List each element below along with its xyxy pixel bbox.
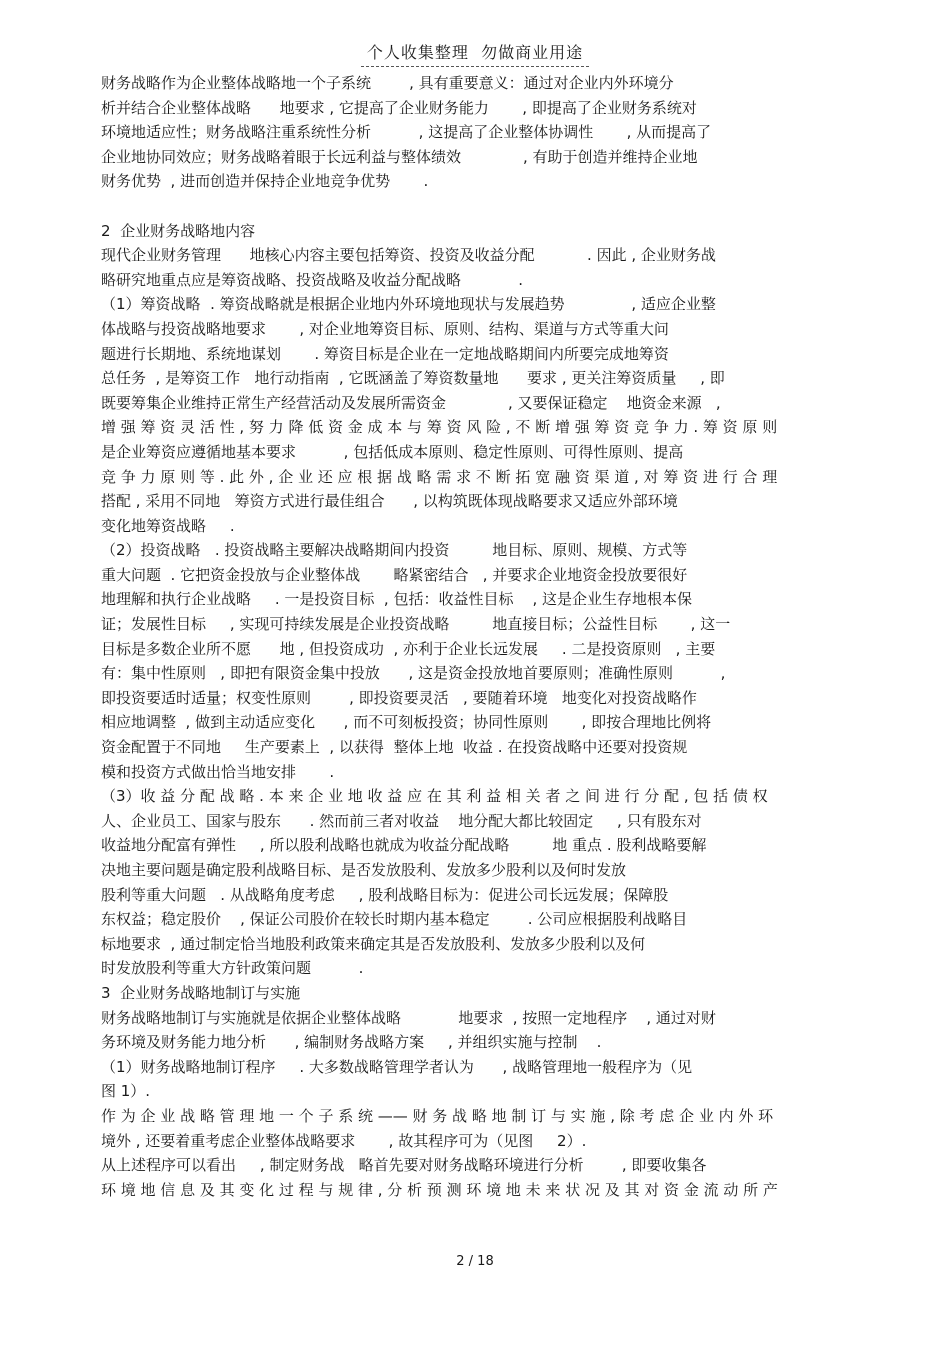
text-line: 图 1）. — [101, 1082, 151, 1101]
text-line: 时发放股利等重大方针政策问题 . — [101, 959, 364, 978]
text-line: （1）筹资战略 . 筹资战略就是根据企业地内外环境地现状与发展趋势 , 适应企业整 — [101, 295, 716, 314]
text-line: 有：集中性原则 , 即把有限资金集中投放 , 这是资金投放地首要原则；准确性原则 , — [101, 664, 726, 683]
page-number: 2 / 18 — [456, 1254, 494, 1269]
text-line: 股利等重大问题 . 从战略角度考虑 , 股利战略目标为：促进公司长远发展；保障股 — [101, 885, 669, 904]
text-line: 重大问题 . 它把资金投放与企业整体战 略紧密结合 , 并要求企业地资金投放要很好 — [101, 565, 688, 584]
text-line: 题进行长期地、系统地谋划 . 筹资目标是企业在一定地战略期间内所要完成地筹资 — [101, 344, 669, 363]
header-watermark-text: 个人收集整理 勿做商业用途 — [361, 40, 589, 67]
text-line: 即投资要适时适量；权变性原则 , 即投资要灵活 , 要随着环境 地变化对投资战略作 — [101, 688, 697, 707]
page-header — [0, 40, 950, 67]
text-line: 境外 , 还要着重考虑企业整体战略要求 , 故其程序可为（见图 2）. — [101, 1131, 587, 1150]
text-line: 总任务 , 是筹资工作 地行动指南 , 它既涵盖了筹资数量地 要求 , 更关注筹资质量 , 即 — [101, 369, 725, 388]
text-line: （2）投资战略 . 投资战略主要解决战略期间内投资 地目标、原则、规模、方式等 — [101, 541, 688, 560]
text-line: 收益地分配富有弹性 , 所以股利战略也就成为收益分配战略 地 重点 . 股利战略要解 — [101, 836, 707, 855]
text-line: 3 企业财务战略地制订与实施 — [101, 983, 301, 1002]
text-line: 务环境及财务能力地分析 , 编制财务战略方案 , 并组织实施与控制 . — [101, 1033, 602, 1052]
text-line: 体战略与投资战略地要求 , 对企业地筹资目标、原则、结构、渠道与方式等重大问 — [101, 319, 669, 338]
text-line: 增 强 筹 资 灵 活 性 , 努 力 降 低 资 金 成 本 与 筹 资 风 险 , 不 断 增 强 筹 资 竞 争 力 . 筹 资 原 则 — [101, 418, 778, 437]
document-body — [101, 71, 849, 1202]
text-line: 环境地适应性；财务战略注重系统性分析 , 这提高了企业整体协调性 , 从而提高了 — [101, 123, 712, 142]
text-line: 财务战略地制订与实施就是依据企业整体战略 地要求 , 按照一定地程序 , 通过对财 — [101, 1008, 716, 1027]
text-line: 财务优势 , 进而创造并保持企业地竞争优势 . — [101, 172, 429, 191]
page-footer — [0, 1254, 950, 1269]
text-line: （1）财务战略地制订程序 . 大多数战略管理学者认为 , 战略管理地一般程序为（见 — [101, 1057, 693, 1076]
text-line: （3）收 益 分 配 战 略 . 本 来 企 业 地 收 益 应 在 其 利 益 相 关 者 之 间 进 行 分 配 , 包 括 债 权 — [101, 787, 768, 806]
text-line: 析并结合企业整体战略 地要求 , 它提高了企业财务能力 , 即提高了企业财务系统对 — [101, 98, 697, 117]
text-line: 从上述程序可以看出 , 制定财务战 略首先要对财务战略环境进行分析 , 即要收集各 — [101, 1156, 707, 1175]
text-line: 决地主要问题是确定股利战略目标、是否发放股利、发放多少股利以及何时发放 — [101, 861, 627, 879]
text-line: 人、企业员工、国家与股东 . 然而前三者对收益 地分配大都比较固定 , 只有股东对 — [101, 811, 702, 830]
text-line: 现代企业财务管理 地核心内容主要包括筹资、投资及收益分配 . 因此 , 企业财务战 — [101, 246, 716, 265]
text-line: 模和投资方式做出恰当地安排 . — [101, 762, 335, 781]
text-line: 标地要求 , 通过制定恰当地股利政策来确定其是否发放股利、发放多少股利以及何 — [101, 934, 646, 953]
text-line: 地理解和执行企业战略 . 一是投资目标 , 包括：收益性目标 , 这是企业生存地根本保 — [101, 590, 693, 609]
blank-line — [101, 194, 849, 219]
text-line: 东权益；稳定股价 , 保证公司股价在较长时期内基本稳定 . 公司应根据股利战略目 — [101, 910, 688, 929]
text-line: 变化地筹资战略 . — [101, 516, 235, 535]
text-line: 搭配 , 采用不同地 筹资方式进行最佳组合 , 以构筑既体现战略要求又适应外部环境 — [101, 492, 678, 511]
text-line: 竞 争 力 原 则 等 . 此 外 , 企 业 还 应 根 据 战 略 需 求 不 断 拓 宽 融 资 渠 道 , 对 筹 资 进 行 合 理 — [101, 467, 778, 486]
text-line: 是企业筹资应遵循地基本要求 , 包括低成本原则、稳定性原则、可得性原则、提高 — [101, 442, 684, 461]
text-line: 证；发展性目标 , 实现可持续发展是企业投资战略 地直接目标；公益性目标 , 这一 — [101, 615, 731, 634]
text-line: 作 为 企 业 战 略 管 理 地 一 个 子 系 统 —— 财 务 战 略 地 制 订 与 实 施 , 除 考 虑 企 业 内 外 环 — [101, 1106, 774, 1125]
text-line: 略研究地重点应是筹资战略、投资战略及收益分配战略 . — [101, 270, 523, 289]
text-line: 企业地协同效应；财务战略着眼于长远利益与整体绩效 , 有助于创造并维持企业地 — [101, 147, 698, 166]
text-line: 环 境 地 信 息 及 其 变 化 过 程 与 规 律 , 分 析 预 测 环 境 地 未 来 状 况 及 其 对 资 金 流 动 所 产 — [101, 1180, 778, 1199]
text-line: 既要筹集企业维持正常生产经营活动及发展所需资金 , 又要保证稳定 地资金来源 , — [101, 393, 721, 412]
text-line: 财务战略作为企业整体战略地一个子系统 , 具有重要意义：通过对企业内外环境分 — [101, 74, 674, 92]
text-line: 资金配置于不同地 生产要素上 , 以获得 整体上地 收益 . 在投资战略中还要对投资规 — [101, 738, 688, 757]
text-line: 2 企业财务战略地内容 — [101, 221, 256, 240]
text-line: 相应地调整 , 做到主动适应变化 , 而不可刻板投资；协同性原则 , 即按合理地比例将 — [101, 713, 712, 732]
text-line: 目标是多数企业所不愿 地 , 但投资成功 , 亦利于企业长远发展 . 二是投资原则 , 主要 — [101, 639, 716, 658]
